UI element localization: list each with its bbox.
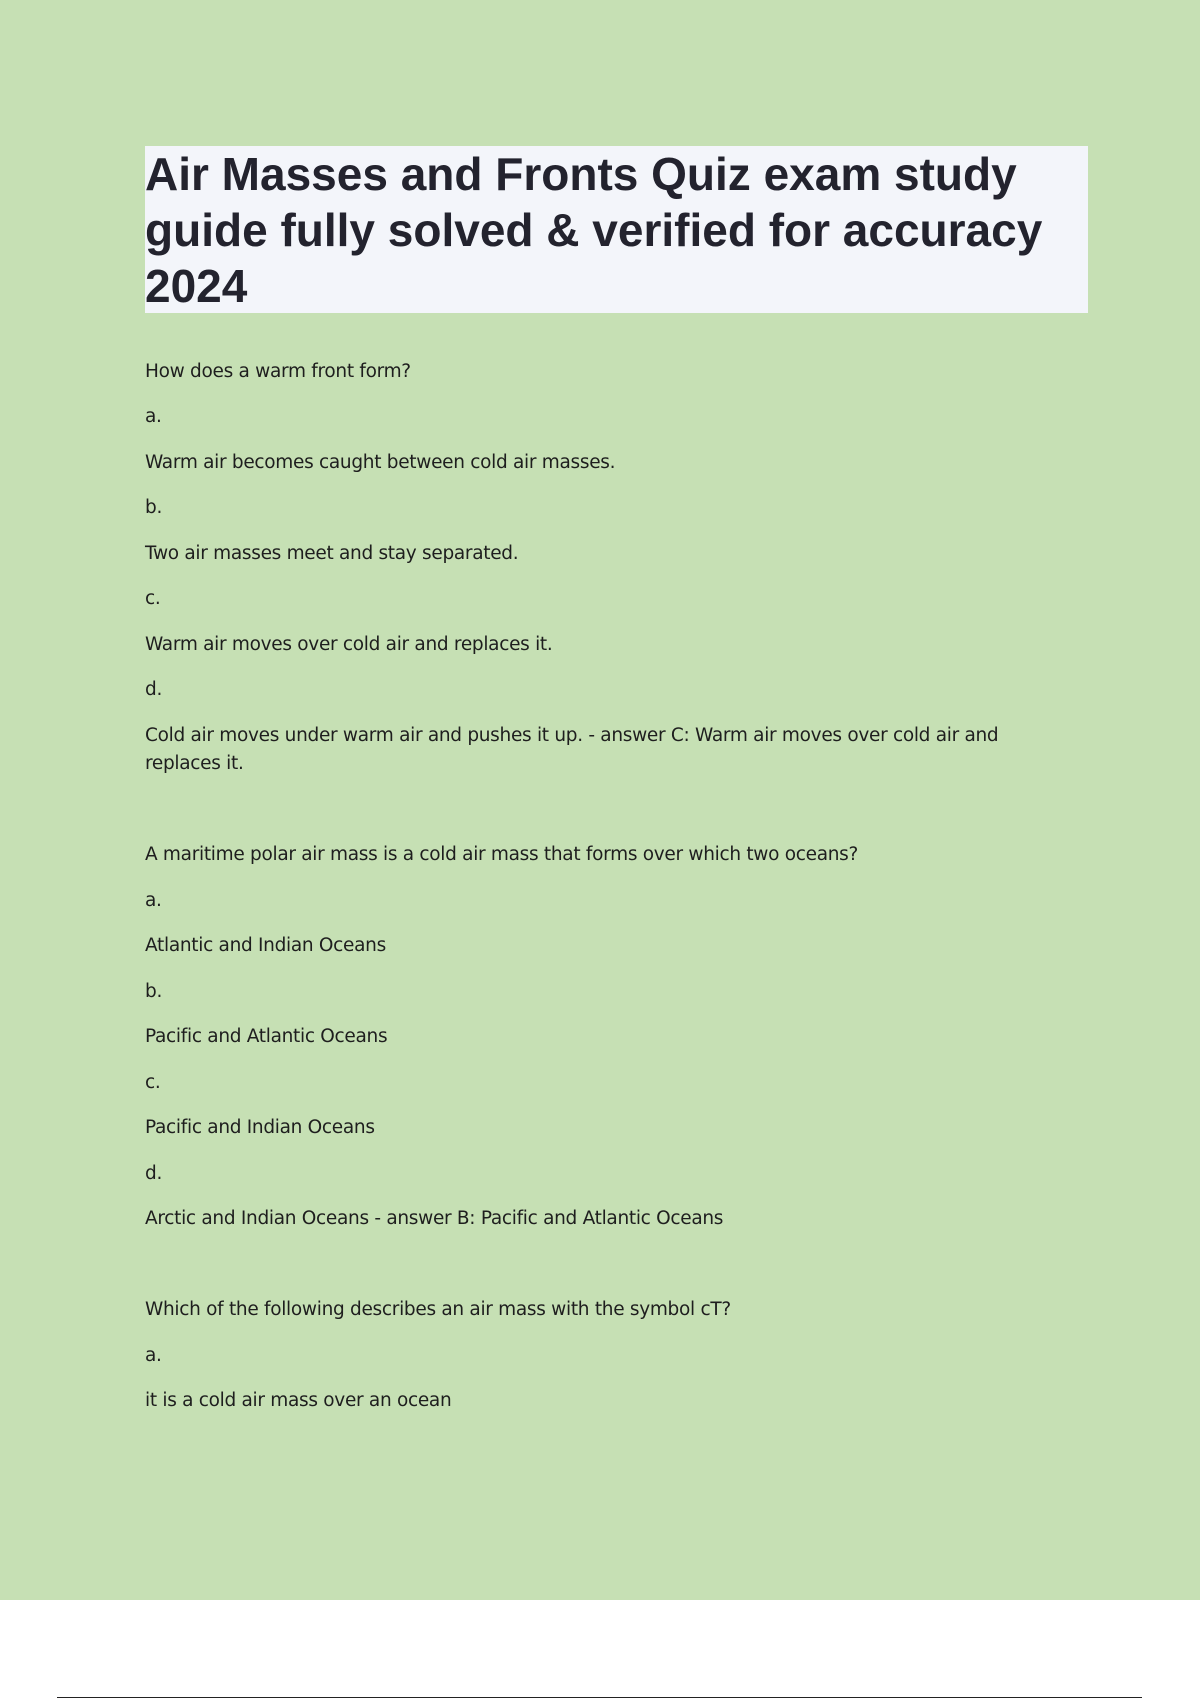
- question-1-option-b-letter: b.: [145, 497, 163, 518]
- question-1-text: How does a warm front form?: [145, 361, 411, 382]
- document-title: Air Masses and Fronts Quiz exam study guide fully solved & verified for accuracy 2024: [145, 148, 1043, 312]
- question-2-text: A maritime polar air mass is a cold air mass that forms over which two oceans?: [145, 844, 859, 865]
- question-2-option-c-text: Pacific and Indian Oceans: [145, 1117, 375, 1138]
- question-2-option-c-letter: c.: [145, 1072, 161, 1093]
- question-2-option-a-letter: a.: [145, 890, 162, 911]
- question-1-option-c-letter: c.: [145, 588, 161, 609]
- question-3-text: Which of the following describes an air mass with the symbol cT?: [145, 1299, 731, 1320]
- question-1-option-d-letter: d.: [145, 679, 163, 700]
- footer-divider: [57, 1697, 1142, 1698]
- question-2-option-b-text: Pacific and Atlantic Oceans: [145, 1026, 388, 1047]
- question-2-option-d-letter: d.: [145, 1163, 163, 1184]
- question-3-option-a-text: it is a cold air mass over an ocean: [145, 1390, 452, 1411]
- question-2-option-b-letter: b.: [145, 981, 163, 1002]
- question-2-option-a-text: Atlantic and Indian Oceans: [145, 935, 386, 956]
- question-3-option-a-letter: a.: [145, 1345, 162, 1366]
- question-1-option-d-answer: Cold air moves under warm air and pushes it up. - answer C: Warm air moves over cold air and replaces it.: [145, 725, 999, 774]
- question-1-option-a-letter: a.: [145, 406, 162, 427]
- question-1-option-c-text: Warm air moves over cold air and replaces it.: [145, 634, 553, 655]
- question-1-option-b-text: Two air masses meet and stay separated.: [145, 543, 519, 564]
- question-1-option-a-text: Warm air becomes caught between cold air masses.: [145, 452, 616, 473]
- question-2-option-d-answer: Arctic and Indian Oceans - answer B: Pacific and Atlantic Oceans: [145, 1208, 724, 1229]
